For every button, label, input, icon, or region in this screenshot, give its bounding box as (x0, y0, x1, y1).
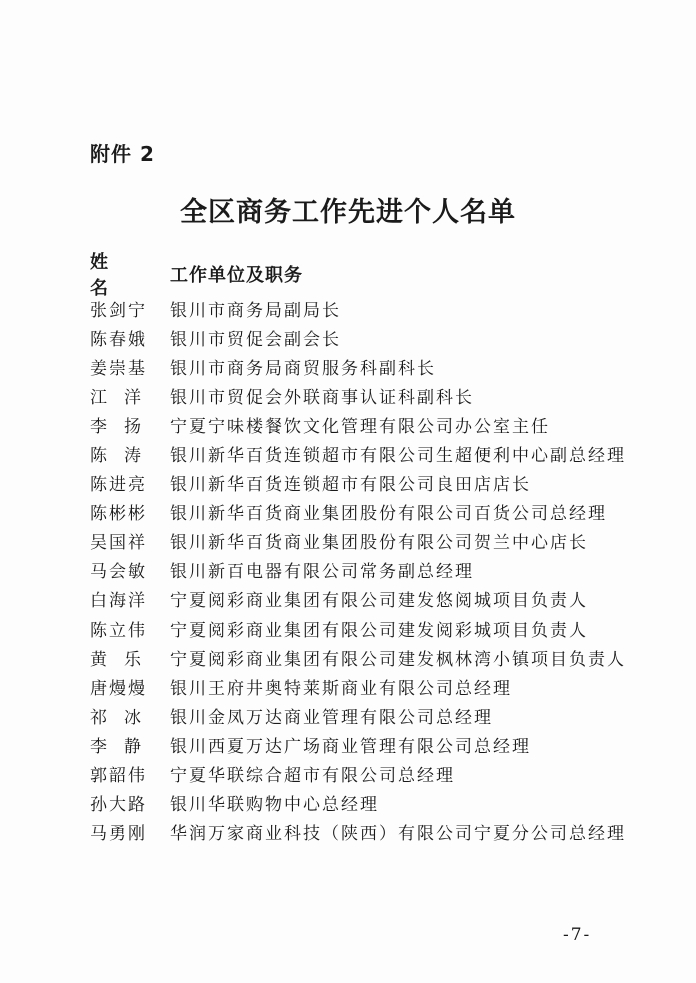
person-unit-position: 银川王府井奥特莱斯商业有限公司总经理 (170, 678, 512, 699)
person-unit-position: 银川市商务局副局长 (170, 301, 341, 322)
page-title: 全区商务工作先进个人名单 (180, 197, 516, 228)
person-unit-position: 宁夏阅彩商业集团有限公司建发枫林湾小镇项目负责人 (170, 649, 626, 670)
person-name: 陈春娥 (90, 330, 147, 351)
person-name: 李扬 (90, 417, 158, 438)
list-item (90, 584, 650, 613)
person-unit-position: 银川金凤万达商业管理有限公司总经理 (170, 707, 493, 728)
list-item (90, 730, 650, 759)
list-item (90, 526, 650, 555)
person-name: 陈进亮 (90, 475, 147, 496)
list-item (90, 381, 650, 410)
list-item (90, 817, 650, 846)
page-number: -7- (563, 925, 592, 945)
list-item (90, 614, 650, 643)
person-unit-position: 银川新百电器有限公司常务副总经理 (170, 562, 474, 583)
list-item (90, 788, 650, 817)
person-name: 马勇刚 (90, 823, 147, 844)
list-item (90, 352, 650, 381)
person-name: 张剑宁 (90, 301, 147, 322)
person-name: 孙大路 (90, 794, 147, 815)
list-item (90, 643, 650, 672)
list-item (90, 294, 650, 323)
person-name: 白海洋 (90, 591, 147, 612)
list-item (90, 323, 650, 352)
person-name: 吴国祥 (90, 533, 147, 554)
person-name: 江洋 (90, 388, 158, 409)
list-item (90, 759, 650, 788)
person-unit-position: 银川市贸促会副会长 (170, 330, 341, 351)
list-item (90, 701, 650, 730)
list-rows (90, 294, 650, 846)
person-name: 姜崇基 (90, 359, 147, 380)
person-name: 李静 (90, 736, 158, 757)
attachment-label: 附件 2 (90, 142, 155, 166)
person-name: 陈涛 (90, 446, 158, 467)
person-unit-position: 宁夏宁味楼餐饮文化管理有限公司办公室主任 (170, 417, 550, 438)
list-item (90, 468, 650, 497)
person-name: 黄乐 (90, 649, 158, 670)
list-item (90, 439, 650, 468)
list-item (90, 497, 650, 526)
person-name: 陈彬彬 (90, 504, 147, 525)
person-unit-position: 宁夏华联综合超市有限公司总经理 (170, 765, 455, 786)
header-unit: 工作单位及职务 (170, 265, 303, 286)
person-unit-position: 银川新华百货商业集团股份有限公司百货公司总经理 (170, 504, 607, 525)
person-name: 马会敏 (90, 562, 147, 583)
personnel-list (90, 252, 650, 846)
person-name: 陈立伟 (90, 620, 147, 641)
header-name: 姓 名 (90, 252, 124, 299)
person-name: 唐熳熳 (90, 678, 147, 699)
person-unit-position: 银川市商务局商贸服务科副科长 (170, 359, 436, 380)
person-unit-position: 银川华联购物中心总经理 (170, 794, 379, 815)
person-unit-position: 华润万家商业科技（陕西）有限公司宁夏分公司总经理 (170, 823, 626, 844)
person-unit-position: 宁夏阅彩商业集团有限公司建发悠阅城项目负责人 (170, 591, 588, 612)
person-unit-position: 银川西夏万达广场商业管理有限公司总经理 (170, 736, 531, 757)
person-unit-position: 银川新华百货商业集团股份有限公司贺兰中心店长 (170, 533, 588, 554)
person-unit-position: 银川新华百货连锁超市有限公司良田店店长 (170, 475, 531, 496)
list-header (90, 252, 650, 299)
person-unit-position: 宁夏阅彩商业集团有限公司建发阅彩城项目负责人 (170, 620, 588, 641)
person-name: 郭韶伟 (90, 765, 147, 786)
list-item (90, 555, 650, 584)
list-item (90, 410, 650, 439)
person-unit-position: 银川新华百货连锁超市有限公司生超便利中心副总经理 (170, 446, 626, 467)
list-item (90, 672, 650, 701)
person-unit-position: 银川市贸促会外联商事认证科副科长 (170, 388, 474, 409)
person-name: 祁冰 (90, 707, 158, 728)
